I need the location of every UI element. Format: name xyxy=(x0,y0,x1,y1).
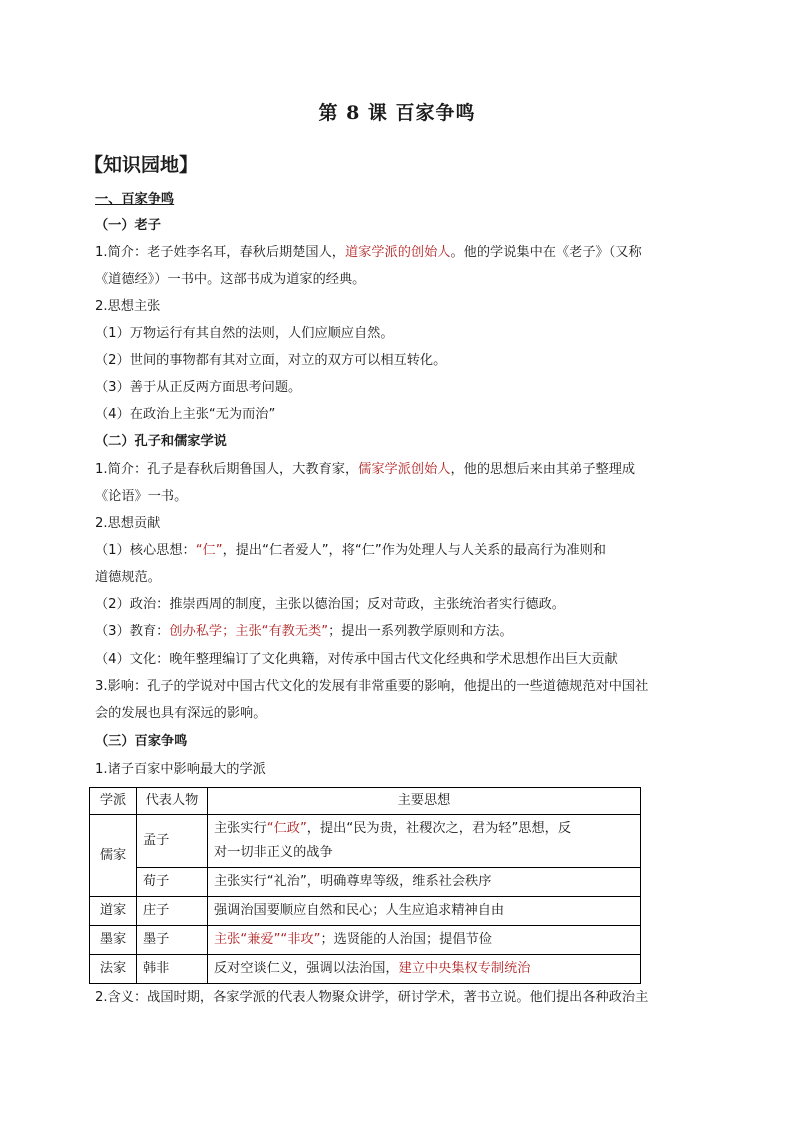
highlight-text: “仁政” xyxy=(266,821,307,836)
school-cell: 墨家 xyxy=(90,926,137,955)
highlight-text: 建立中央集权专制统治 xyxy=(398,961,531,976)
text: 对一切非正义的战争 xyxy=(214,845,333,860)
text: 主张实行 xyxy=(214,821,267,836)
school-cell: 道家 xyxy=(90,897,137,926)
figure-cell: 孟子 xyxy=(137,815,208,868)
table-header-row xyxy=(90,788,641,815)
confucius-core xyxy=(95,541,606,561)
laozi-ideas-title: 2.思想主张 xyxy=(95,299,161,314)
hundred-schools-heading: （三）百家争鸣 xyxy=(95,734,188,749)
school-cell: 儒家 xyxy=(90,815,137,897)
text: ，提出“民为贵，社稷次之，君为轻”思想，反 xyxy=(306,821,572,836)
highlight-text: 创办私学；主张“有教无类” xyxy=(169,624,329,639)
table-row xyxy=(90,926,641,955)
table-row xyxy=(90,868,641,897)
header-figure: 代表人物 xyxy=(137,788,208,815)
ideas-cell: 强调治国要顺应自然和民心；人生应追求精神自由 xyxy=(208,897,641,926)
table-row xyxy=(90,897,641,926)
highlight-text: 儒家学派创始人 xyxy=(358,462,451,477)
school-cell: 法家 xyxy=(90,955,137,984)
highlight-text: 道家学派的创始人 xyxy=(344,245,451,260)
confucius-heading: （二）孔子和儒家学说 xyxy=(95,434,227,449)
text: 反对空谈仁义，强调以法治国， xyxy=(214,961,399,976)
confucius-culture: （4）文化：晚年整理编订了文化典籍，对传承中国古代文化经典和学术思想作出巨大贡献 xyxy=(95,652,618,667)
laozi-heading: （一）老子 xyxy=(95,218,161,233)
laozi-idea-2: （2）世间的事物都有其对立面，对立的双方可以相互转化。 xyxy=(95,353,447,368)
table-row xyxy=(90,955,641,984)
figure-cell: 荀子 xyxy=(137,868,208,897)
laozi-intro xyxy=(95,243,642,263)
highlight-text: “仁” xyxy=(195,543,223,558)
confucius-intro xyxy=(95,460,635,480)
confucius-core-cont: 道德规范。 xyxy=(95,570,161,585)
table-row xyxy=(90,815,641,868)
figure-cell: 庄子 xyxy=(137,897,208,926)
text: ，提出“仁者爱人”，将“仁”作为处理人与人关系的最高行为准则和 xyxy=(222,543,606,558)
section-heading: 【知识园地】 xyxy=(84,154,199,176)
ideas-cell xyxy=(208,926,641,955)
laozi-intro-cont: 《道德经》）一书中。这部书成为道家的经典。 xyxy=(95,272,366,287)
confucius-politics: （2）政治：推崇西周的制度，主张以德治国；反对苛政，主张统治者实行德政。 xyxy=(95,597,565,612)
ideas-cell xyxy=(208,955,641,984)
highlight-text: 主张“兼爱”“非攻” xyxy=(214,932,321,947)
confucius-intro-cont: 《论语》一书。 xyxy=(95,489,188,504)
lesson-title: 第 8 课 百家争鸣 xyxy=(318,102,476,124)
text: 1.简介：老子姓李名耳，春秋后期楚国人， xyxy=(95,245,345,260)
header-ideas: 主要思想 xyxy=(208,788,641,815)
schools-table xyxy=(89,787,641,984)
figure-cell: 墨子 xyxy=(137,926,208,955)
text: ；提出一系列教学原则和方法。 xyxy=(328,624,513,639)
text: 。他的学说集中在《老子》（又称 xyxy=(450,245,642,260)
confucius-influence: 3.影响：孔子的学说对中国古代文化的发展有非常重要的影响，他提出的一些道德规范对中国社 xyxy=(95,679,649,694)
laozi-idea-3: （3）善于从正反两方面思考问题。 xyxy=(95,380,302,395)
part-heading: 一、百家争鸣 xyxy=(95,192,175,207)
text: 1.简介：孔子是春秋后期鲁国人，大教育家， xyxy=(95,462,359,477)
header-school: 学派 xyxy=(90,788,137,815)
text: （3）教育： xyxy=(95,624,170,639)
confucius-contrib-title: 2.思想贡献 xyxy=(95,516,161,531)
text: ，他的思想后来由其弟子整理成 xyxy=(450,462,636,477)
laozi-idea-1: （1）万物运行有其自然的法则，人们应顺应自然。 xyxy=(95,326,394,341)
ideas-cell: 主张实行“礼治”，明确尊卑等级，维系社会秩序 xyxy=(208,868,641,897)
table-title: 1.诸子百家中影响最大的学派 xyxy=(95,762,266,777)
meaning-text: 2.含义：战国时期，各家学派的代表人物聚众讲学，研讨学术，著书立说。他们提出各种政治主 xyxy=(95,990,649,1005)
text: （1）核心思想： xyxy=(95,543,196,558)
confucius-education xyxy=(95,622,513,642)
figure-cell: 韩非 xyxy=(137,955,208,984)
ideas-cell xyxy=(208,815,641,868)
text: ；选贤能的人治国；提倡节俭 xyxy=(320,932,492,947)
laozi-idea-4: （4）在政治上主张“无为而治” xyxy=(95,407,276,422)
confucius-influence-cont: 会的发展也具有深远的影响。 xyxy=(95,706,267,721)
